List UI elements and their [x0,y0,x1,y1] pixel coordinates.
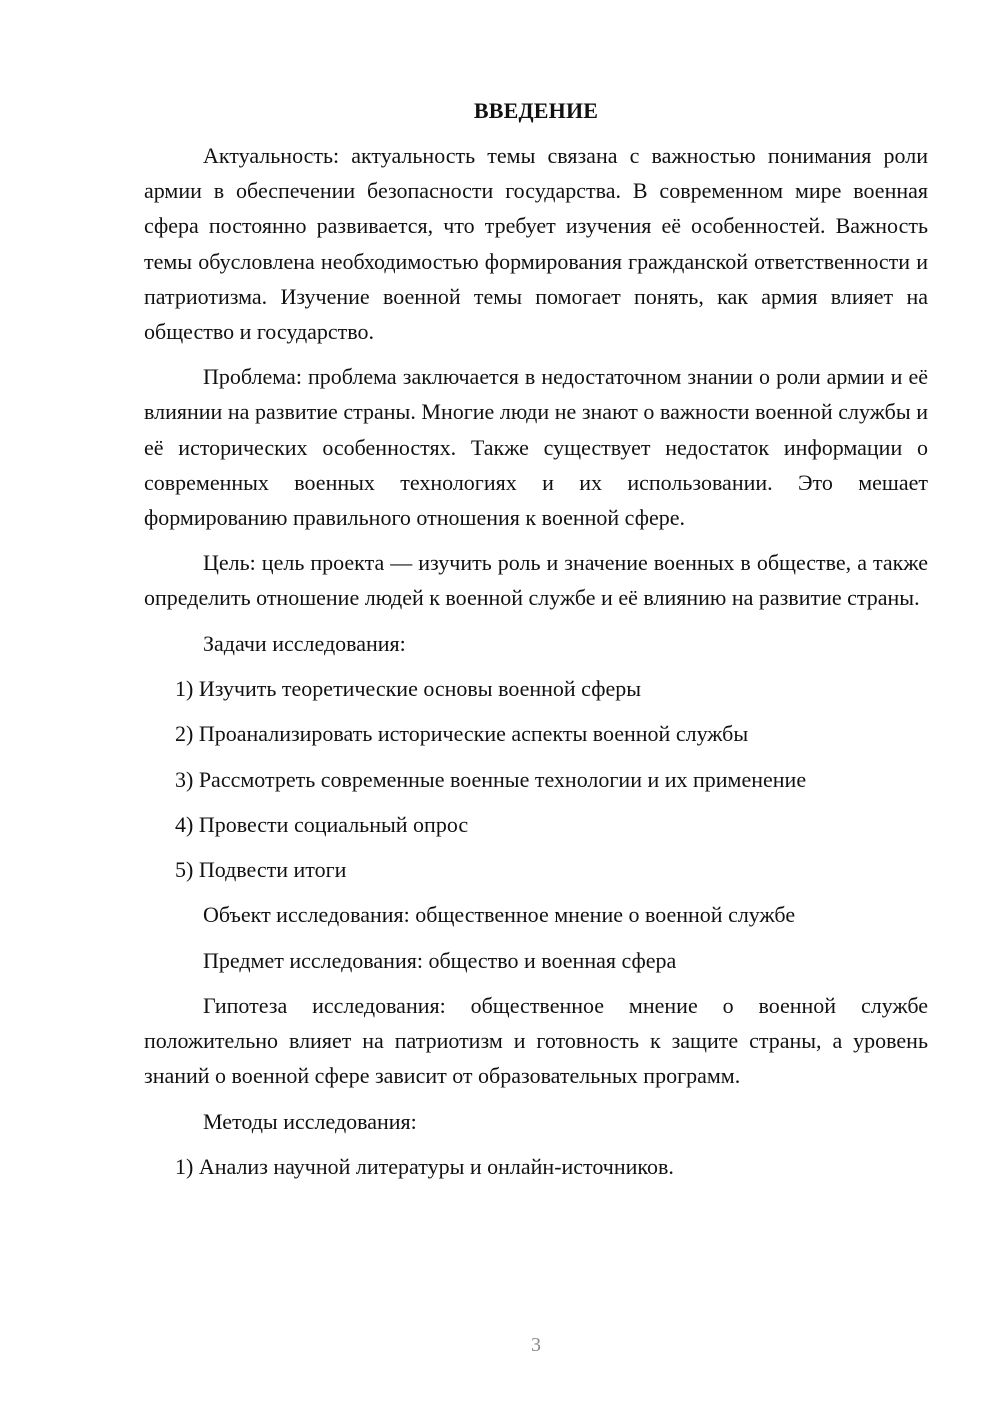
tasks-heading: Задачи исследования: [203,630,406,656]
problem-paragraph: Проблема: проблема заключается в недостаточном знании о роли армии и её влиянии на развитие страны. Многие люди не знают о важности военной службы и её исторических особенностях. Также существует недостаток информации о современных военных технологиях и их использовании. Это мешает формированию правильного отношения к военной сфере. [144,364,928,531]
goal-paragraph: Цель: цель проекта — изучить роль и значение военных в обществе, а также определить отношение людей к военной службе и её влиянию на развитие страны. [144,550,928,611]
task-item: 1) Изучить теоретические основы военной сферы [175,675,642,701]
hypothesis-paragraph: Гипотеза исследования: общественное мнение о военной службе положительно влияет на патриотизм и готовность к защите страны, а уровень знаний о военной сфере зависит от образовательных программ. [144,993,928,1089]
page-number: 3 [531,1334,541,1356]
section-heading: ВВЕДЕНИЕ [473,98,599,123]
page-content [144,94,928,1194]
object-line: Объект исследования: общественное мнение о военной службе [203,902,796,928]
methods-heading: Методы исследования: [203,1108,417,1134]
subject-line: Предмет исследования: общество и военная сфера [203,947,677,973]
task-item: 4) Провести социальный опрос [175,811,469,837]
relevance-paragraph: Актуальность: актуальность темы связана с важностью понимания роли армии в обеспечении безопасности государства. В современном мире военная сфера постоянно развивается, что требует изучения её особенностей. Важность темы обусловлена необходимостью формирования гражданской ответственности и патриотизма. Изучение военной темы помогает понять, как армия влияет на общество и государство. [144,143,928,345]
task-item: 2) Проанализировать исторические аспекты военной службы [175,721,749,747]
task-item: 3) Рассмотреть современные военные технологии и их применение [175,766,807,792]
method-item: 1) Анализ научной литературы и онлайн-источников. [175,1153,674,1179]
task-item: 5) Подвести итоги [175,857,347,883]
